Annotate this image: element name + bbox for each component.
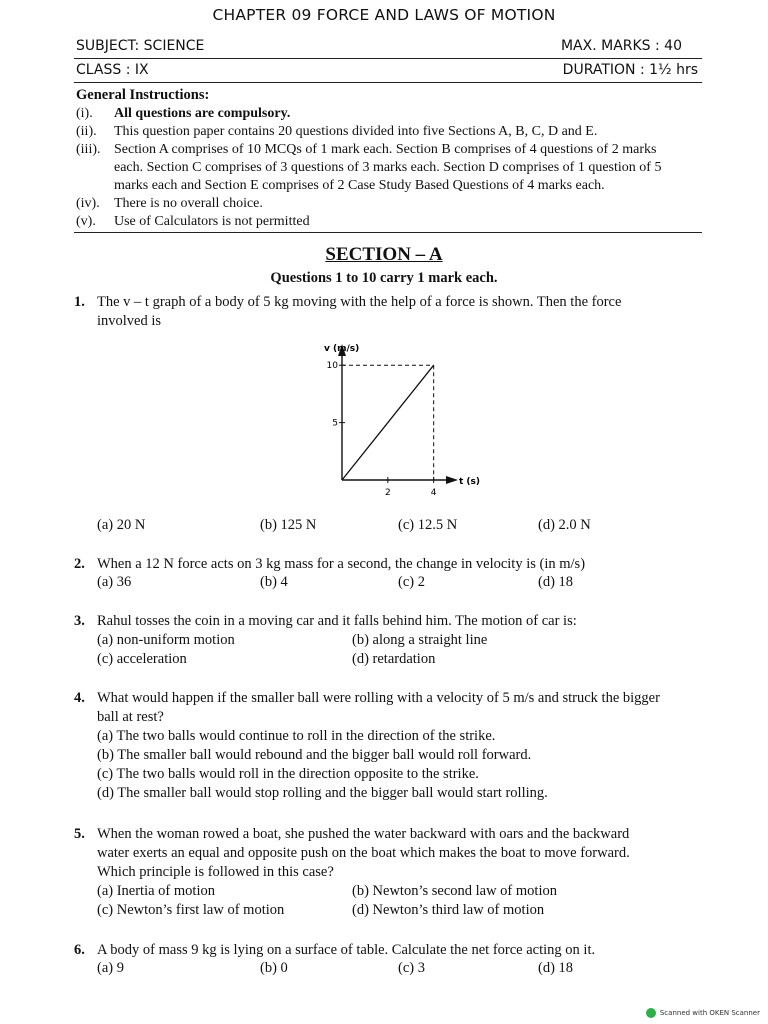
question-6: 6. A body of mass 9 kg is lying on a surface of table. Calculate the net force acting on it. [74, 942, 596, 958]
paper-title: CHAPTER 09 FORCE AND LAWS OF MOTION [212, 6, 556, 24]
q4-option-a: (a) The two balls would continue to roll in the direction of the strike. [97, 728, 496, 744]
instructions-heading: General Instructions: [76, 87, 210, 103]
subject-label: SUBJECT: SCIENCE [76, 38, 205, 54]
y-tick-label: 10 [326, 361, 338, 372]
q2-option-c: (c) 2 [398, 574, 425, 590]
q3-option-c: (c) acceleration [97, 651, 187, 667]
header-divider-1 [74, 58, 702, 59]
q1-option-c: (c) 12.5 N [398, 517, 458, 533]
q5-option-a: (a) Inertia of motion [97, 883, 215, 899]
q2-option-a: (a) 36 [97, 574, 132, 590]
x-axis-label: t (s) [459, 477, 481, 487]
q3-option-a: (a) non-uniform motion [97, 632, 235, 648]
section-subtitle: Questions 1 to 10 carry 1 mark each. [270, 270, 498, 286]
q3-option-d: (d) retardation [352, 651, 436, 667]
q2-option-b: (b) 4 [260, 574, 288, 590]
q5-option-d: (d) Newton’s third law of motion [352, 902, 545, 918]
question-4: 4. What would happen if the smaller ball were rolling with a velocity of 5 m/s and struck the bigger ball at rest? [74, 690, 660, 725]
instruction-item: (v). Use of Calculators is not permitted [76, 214, 310, 229]
q4-option-d: (d) The smaller ball would stop rolling and the bigger ball would start rolling. [97, 785, 548, 801]
scanner-watermark-text: Scanned with OKEN Scanner [659, 1009, 760, 1017]
q1-option-a: (a) 20 N [97, 517, 146, 533]
x-tick-label: 4 [430, 488, 437, 498]
section-title: SECTION – A [325, 244, 443, 265]
question-1: 1. The v – t graph of a body of 5 kg moving with the help of a force is shown. Then the force involved is [74, 294, 622, 329]
q6-option-c: (c) 3 [398, 960, 425, 976]
q4-option-c: (c) The two balls would roll in the direction opposite to the strike. [97, 766, 479, 782]
velocity-line [342, 365, 434, 480]
y-tick-label: 5 [332, 418, 338, 429]
instruction-item: (iii). Section A comprises of 10 MCQs of 1 mark each. Section B comprises of 4 questions of 2 marks [76, 142, 657, 157]
q6-option-b: (b) 0 [260, 960, 288, 976]
header-divider-2 [74, 82, 702, 83]
q5-option-c: (c) Newton’s first law of motion [97, 902, 285, 918]
question-3: 3. Rahul tosses the coin in a moving car and it falls behind him. The motion of car is: [74, 613, 577, 629]
scanner-watermark [646, 1008, 760, 1018]
instructions-divider [74, 232, 702, 233]
duration-label: DURATION : 1½ hrs [562, 62, 698, 78]
q4-option-b: (b) The smaller ball would rebound and the bigger ball would roll forward. [97, 747, 532, 763]
class-label: CLASS : IX [76, 62, 149, 78]
q1-option-b: (b) 125 N [260, 517, 317, 533]
instruction-item: (ii). This question paper contains 20 questions divided into five Sections A, B, C, D and E. [76, 124, 598, 139]
y-axis-label: v (m/s) [324, 344, 360, 354]
x-axis-arrow [446, 476, 458, 484]
q6-option-a: (a) 9 [97, 960, 124, 976]
x-tick-label: 2 [384, 488, 391, 498]
q3-option-b: (b) along a straight line [352, 632, 488, 648]
question-2: 2. When a 12 N force acts on 3 kg mass for a second, the change in velocity is (in m/s) [74, 556, 586, 572]
question-5: 5. When the woman rowed a boat, she pushed the water backward with oars and the backward water exerts an equal and opposite push on the boat which makes the boat to move forward. Which principle is followed in this case? [74, 826, 630, 880]
q1-option-d: (d) 2.0 N [538, 517, 591, 533]
scanner-logo-icon [646, 1008, 656, 1018]
q6-option-d: (d) 18 [538, 960, 574, 976]
vt-graph [310, 338, 500, 510]
instruction-item-continued: marks each and Section E comprises of 2 Case Study Based Questions of 4 marks each. [114, 178, 605, 193]
instruction-item: (iv). There is no overall choice. [76, 196, 263, 211]
instruction-item: (i). All questions are compulsory. [76, 106, 291, 121]
instruction-item-continued: each. Section C comprises of 3 questions of 3 marks each. Section D comprises of 1 question of 5 [114, 160, 662, 175]
q5-option-b: (b) Newton’s second law of motion [352, 883, 557, 899]
max-marks-label: MAX. MARKS : 40 [560, 38, 682, 54]
q2-option-d: (d) 18 [538, 574, 574, 590]
